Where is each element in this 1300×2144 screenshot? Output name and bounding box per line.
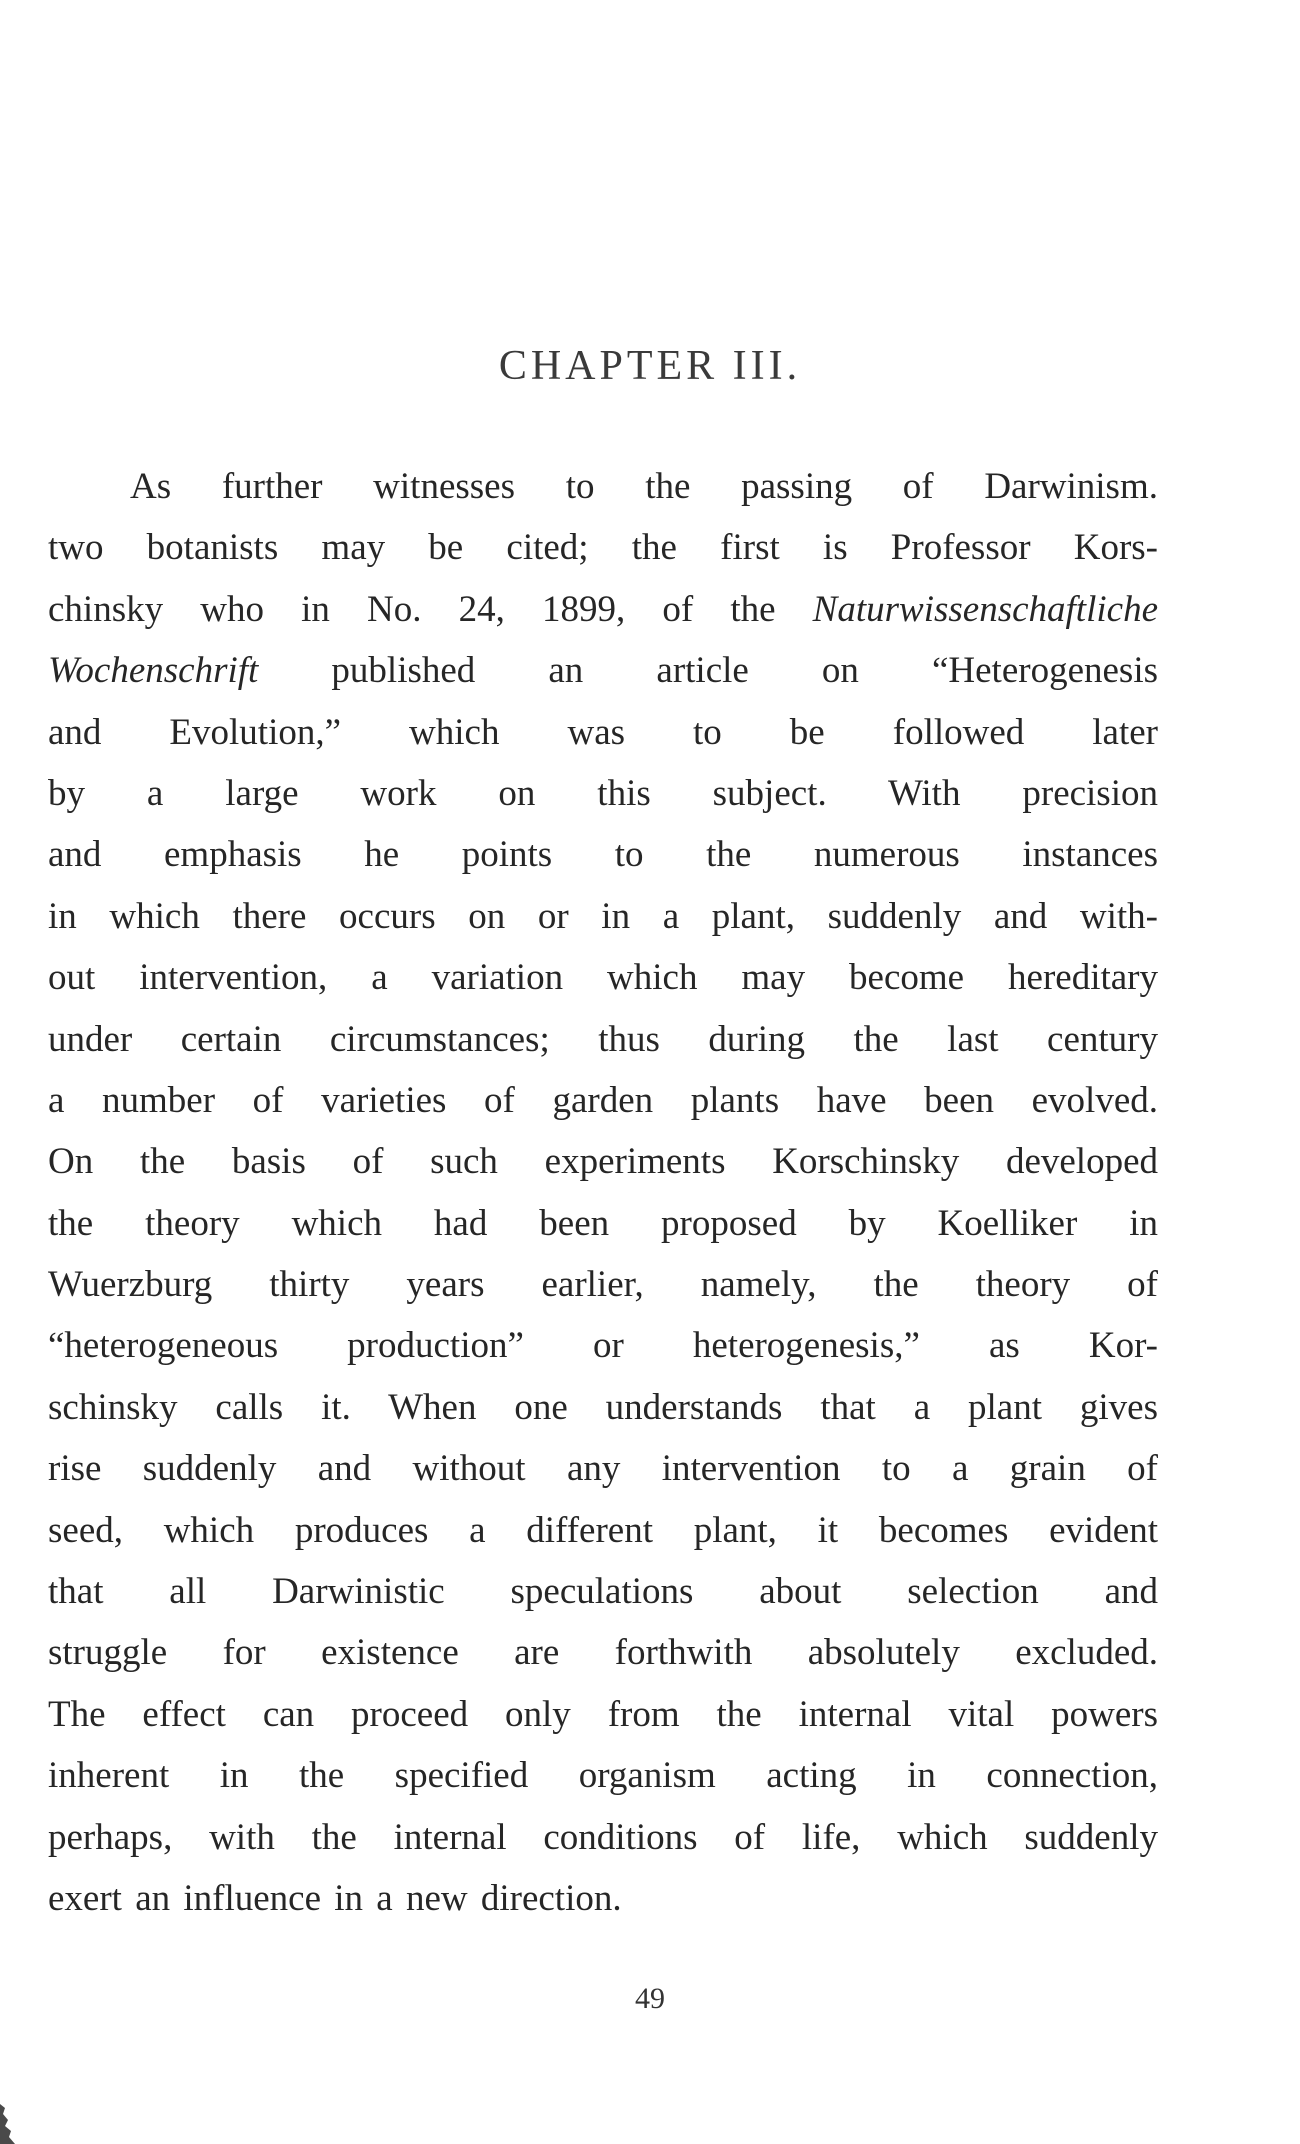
text-line: perhaps, with the internal conditions of life, which suddenly — [48, 1816, 1158, 1858]
journal-title-italic: Naturwissenschaftliche — [812, 588, 1158, 630]
scan-edge-artifact — [0, 2098, 16, 2144]
text-line: and emphasis he points to the numerous instances — [48, 834, 1158, 876]
chapter-body — [48, 456, 1158, 1929]
text-line: As further witnesses to the passing of Darwinism. — [130, 466, 1158, 507]
journal-title-italic: Wochenschrift — [48, 650, 259, 692]
text-line: Wuerzburg thirty years earlier, namely, the theory of — [48, 1264, 1158, 1306]
text-line: chinsky who in No. 24, 1899, of the Naturwissenschaftliche — [48, 588, 1158, 630]
text-line: and Evolution,” which was to be followed later — [48, 711, 1158, 753]
text-line: in which there occurs on or in a plant, suddenly and with- — [48, 895, 1158, 937]
text-line: the theory which had been proposed by Koelliker in — [48, 1202, 1158, 1244]
text-line: inherent in the specified organism acting in connection, — [48, 1755, 1158, 1797]
text-line: that all Darwinistic speculations about selection and — [48, 1571, 1158, 1613]
text-line: a number of varieties of garden plants have been evolved. — [48, 1079, 1158, 1121]
text-line: out intervention, a variation which may become hereditary — [48, 957, 1158, 999]
text-line: On the basis of such experiments Korschinsky developed — [48, 1141, 1158, 1183]
text-line: under certain circumstances; thus during the last century — [48, 1018, 1158, 1060]
text-line: schinsky calls it. When one understands that a plant gives — [48, 1386, 1158, 1428]
text-line: by a large work on this subject. With precision — [48, 772, 1158, 814]
chapter-heading: CHAPTER III. — [498, 343, 802, 389]
text-line: “heterogeneous production” or heterogenesis,” as Kor- — [48, 1325, 1158, 1367]
text-line: seed, which produces a different plant, it becomes evident — [48, 1509, 1158, 1551]
text-line: exert an influence in a new direction. — [48, 1877, 622, 1919]
text-line: two botanists may be cited; the first is Professor Kors- — [48, 527, 1158, 569]
text-line: Wochenschrift published an article on “Heterogenesis — [48, 650, 1158, 692]
text-line: The effect can proceed only from the internal vital powers — [48, 1693, 1158, 1735]
text-line: struggle for existence are forthwith absolutely excluded. — [48, 1632, 1158, 1674]
text-line: rise suddenly and without any intervention to a grain of — [48, 1448, 1158, 1490]
page-number: 49 — [635, 1982, 665, 2015]
